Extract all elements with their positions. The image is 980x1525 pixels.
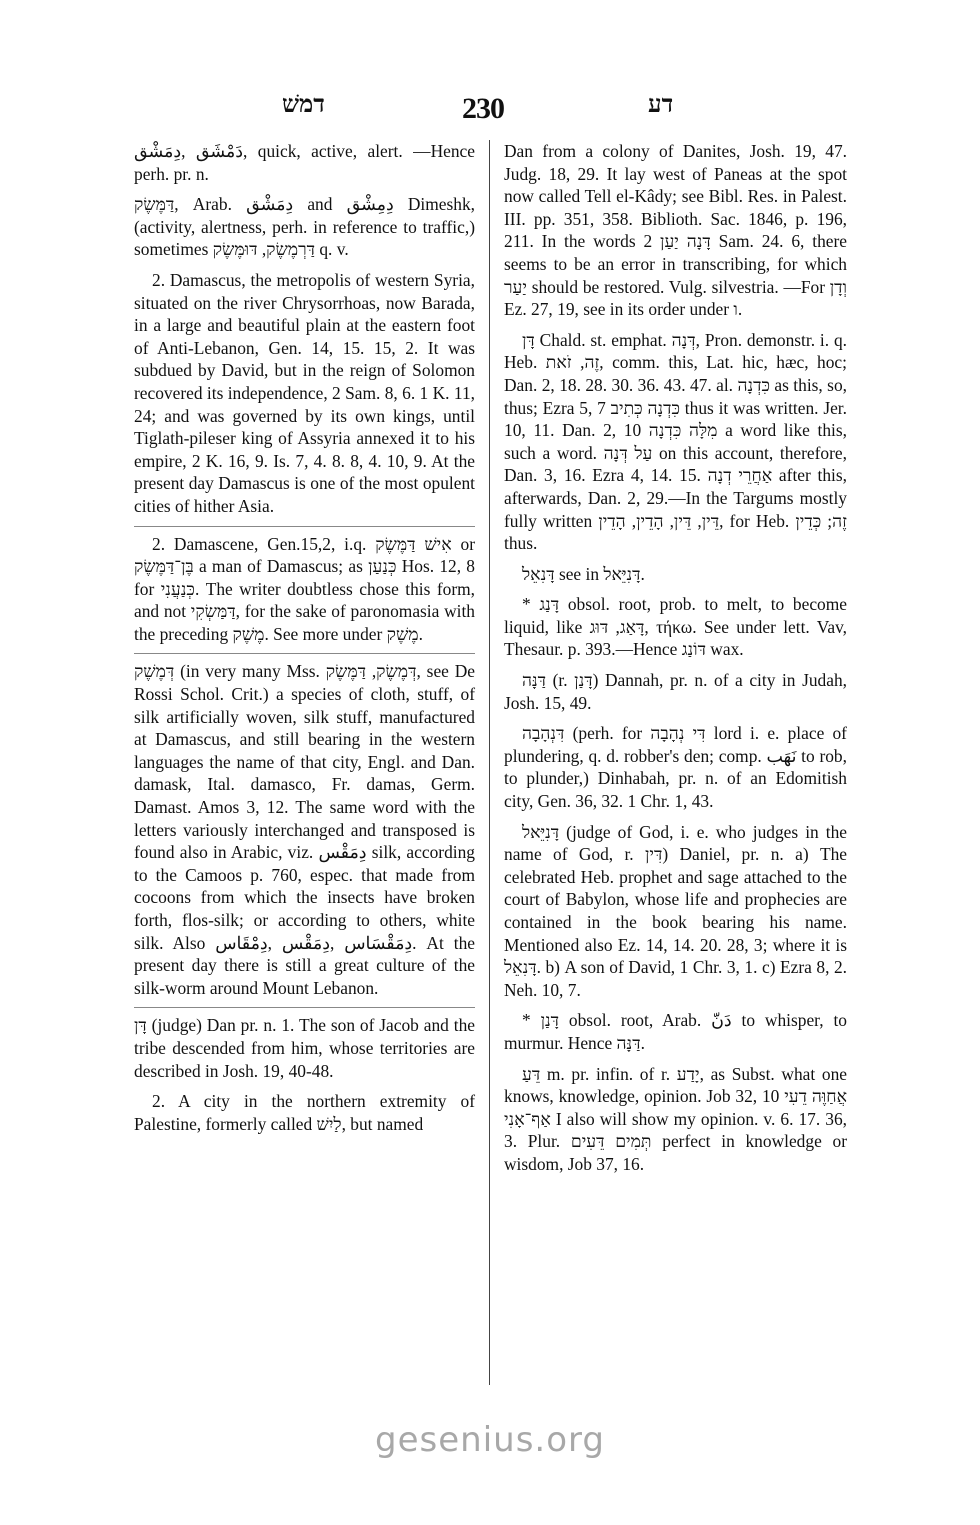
entry-demesheq: דְּמֶשֶׁק (in very many Mss. דְּמֶשֶׂק, דַּמֶּשֶׂק, see De Rossi Schol. Crit.) a species of cloth, stuff, of silk artificially woven, silk stuff, manufactured at Damascus, and still bearing in the western languages the name of that city, Engl. and Dan. damask, Ital. damasco, Fr. damas, Germ. Damast. Amos 3, 12. The same word with the letters variously interchanged and transposed is found also in Arabic, viz. دِمَقْس silk, according to the Camoos p. 760, espec. that made from cocoons from which the insects have broken forth, flos-silk; or according to others, white silk. Also دِمَقْسَاس ,دِمَقْس ,دِمْقَاس. At the present day there is still a great culture of the silk-worm around Mount Lebanon. <box>134 653 475 999</box>
entry-damascene: 2. Damascene, Gen.15,2, i.q. אִישׁ דַּמֶּשֶׂק or בֶּן־דַּמֶּשֶׂק a man of Damascus; as כְּנַעַן Hos. 12, 8 for כְּנַעֲנִי. The writer doubtless chose this form, and not דַּמַּשְׂקִי, for the sake of paronomasia with the preceding מֶשֶׁק. See more under מֶשֶׁק. <box>134 526 475 646</box>
entry-dan-continued: Dan from a colony of Danites, Josh. 19, 47. Judg. 18, 29. It lay west of Paneas at the spot now called Tell el-Kâdy; see Bibl. Res. in Palest. III. pp. 351, 358. Biblioth. Sac. 1846, p. 196, 211. In the words דָּנָה יַעַן 2 Sam. 24. 6, there seems to be an error in transcribing, for which יַעַר should be restored. Vulg. silvestria. —For וְדָן Ez. 27, 19, see in its order under ו. <box>504 141 847 320</box>
right-column <box>504 140 847 1184</box>
column-divider <box>489 140 490 1385</box>
entry-dan-city: 2. A city in the northern extremity of Palestine, formerly called לַיִשׁ, but named <box>134 1091 475 1134</box>
running-head-right: דע <box>648 92 674 118</box>
entry-dan-chald: דָּן Chald. st. emphat. דְּנָה, Pron. demonstr. i. q. Heb. זֶה, זֹאת, comm. this, Lat. hic, hæc, hoc; Dan. 2, 18. 28. 30. 36. 43. 47. al. כִּדְנָה as this, so, thus; Ezra 5, 7 כִּדְנָה כְּתִיב thus it was written. Jer. 10, 11. Dan. 2, 10 מִלָּה כִּדְנָה a word like this, such a word. עַל דְּנָה on this account, therefore, Dan. 3, 16. Ezra 4, 14. 15. אַחֲרֵי דְנָה after this, afterwards, Dan. 2, 29.—In the Targums mostly fully written דֵּין, דֵּין, הָדֵין, הָדֵין, for Heb. זֶה; כְּדֵין thus. <box>504 329 847 554</box>
left-column <box>134 140 475 1143</box>
running-head-left: דמשׁ <box>282 92 325 118</box>
entry-dea: דֵּעַ m. pr. infin. of r. יָדַע, as Subst. what one knows, knowledge, opinion. Job 32, 10 אֲחַוֶּה דֵעִי אַף־אָנִי I also will show my opinion. v. 6. 17. 36, 3. Plur. תְּמִים דֵּעִים perfect in knowledge or wisdom, Job 37, 16. <box>504 1063 848 1174</box>
entry-dannah: דַּנָּה (r. דָּנַן) Dannah, pr. n. of a city in Judah, Josh. 15, 49. <box>504 670 847 713</box>
entry-danan: * דָּנַן obsol. root, Arab. دَنّ to whisper, to murmur. Hence דַּנָּה. <box>504 1010 848 1053</box>
entry-damascus: 2. Damascus, the metropolis of western Syria, situated on the river Chrysorrhoas, now Barada, in a large and beautiful plain at the eastern foot of Anti-Lebanon, Gen. 14, 15. 15, 2. It was subdued by David, but in the reign of Solomon recovered its independence, 2 Sam. 8, 6. 1 K. 11, 24; and was governed by its own kings, until Tiglath-pileser king of Assyria annexed it to his empire, 2 K. 16, 9. Is. 7, 4. 8. 8, 4. 10, 9. At the present day Damascus is one of the most opulent cities of hither Asia. <box>134 269 475 516</box>
watermark: gesenius.org <box>375 1420 605 1460</box>
entry-dan: דָּן (judge) Dan pr. n. 1. The son of Jacob and the tribe descended from him, whose territories are described in Josh. 19, 40-48. <box>134 1007 475 1082</box>
entry-dammeseq: דַּמֶּשֶׂק, Arab. دِمَشْق and دِمِشْق Dimeshk, (activity, alertness, perh. in reference to traffic,) sometimes דַּרְמֶשֶׂק, דּוּמֶּשֶׂק q. v. <box>134 194 475 260</box>
entry-danag: * דָּנַג obsol. root, prob. to melt, to become liquid, like דָּאַג, דּוּג, τήκω. See under lett. Vav, Thesaur. p. 393.—Hence דּוֹנַג wax. <box>504 594 848 660</box>
entry-arabic-root: دَمْشَق ,دِمَشْق, quick, active, alert. —Hence perh. pr. n. <box>134 141 475 184</box>
entry-danel-ref: דָּנִאֵל see in דָּנִיֵּאל. <box>522 563 645 584</box>
entry-daniel: דָּנִיֵּאל (judge of God, i. e. who judges in the name of God, r. דִּין) Daniel, pr. n. a) The celebrated Heb. prophet and sage attached to the court of Babylon, whose life and prophecies are contained in the book bearing his name. Mentioned also Ez. 14, 14. 20. 28, 3; where it is דָּנִאֵל. b) A son of David, 1 Chr. 3, 1. c) Ezra 8, 2. Neh. 10, 7. <box>504 821 847 1000</box>
entry-dinhabah: דִּנְהָבָה (perh. for דִּי נְהָבָה lord i. e. place of plundering, q. d. robber's den; comp. نَهَب to rob, to plunder,) Dinhabah, pr. n. of an Edomitish city, Gen. 36, 32. 1 Chr. 1, 43. <box>504 723 847 812</box>
page-number: 230 <box>462 92 504 125</box>
